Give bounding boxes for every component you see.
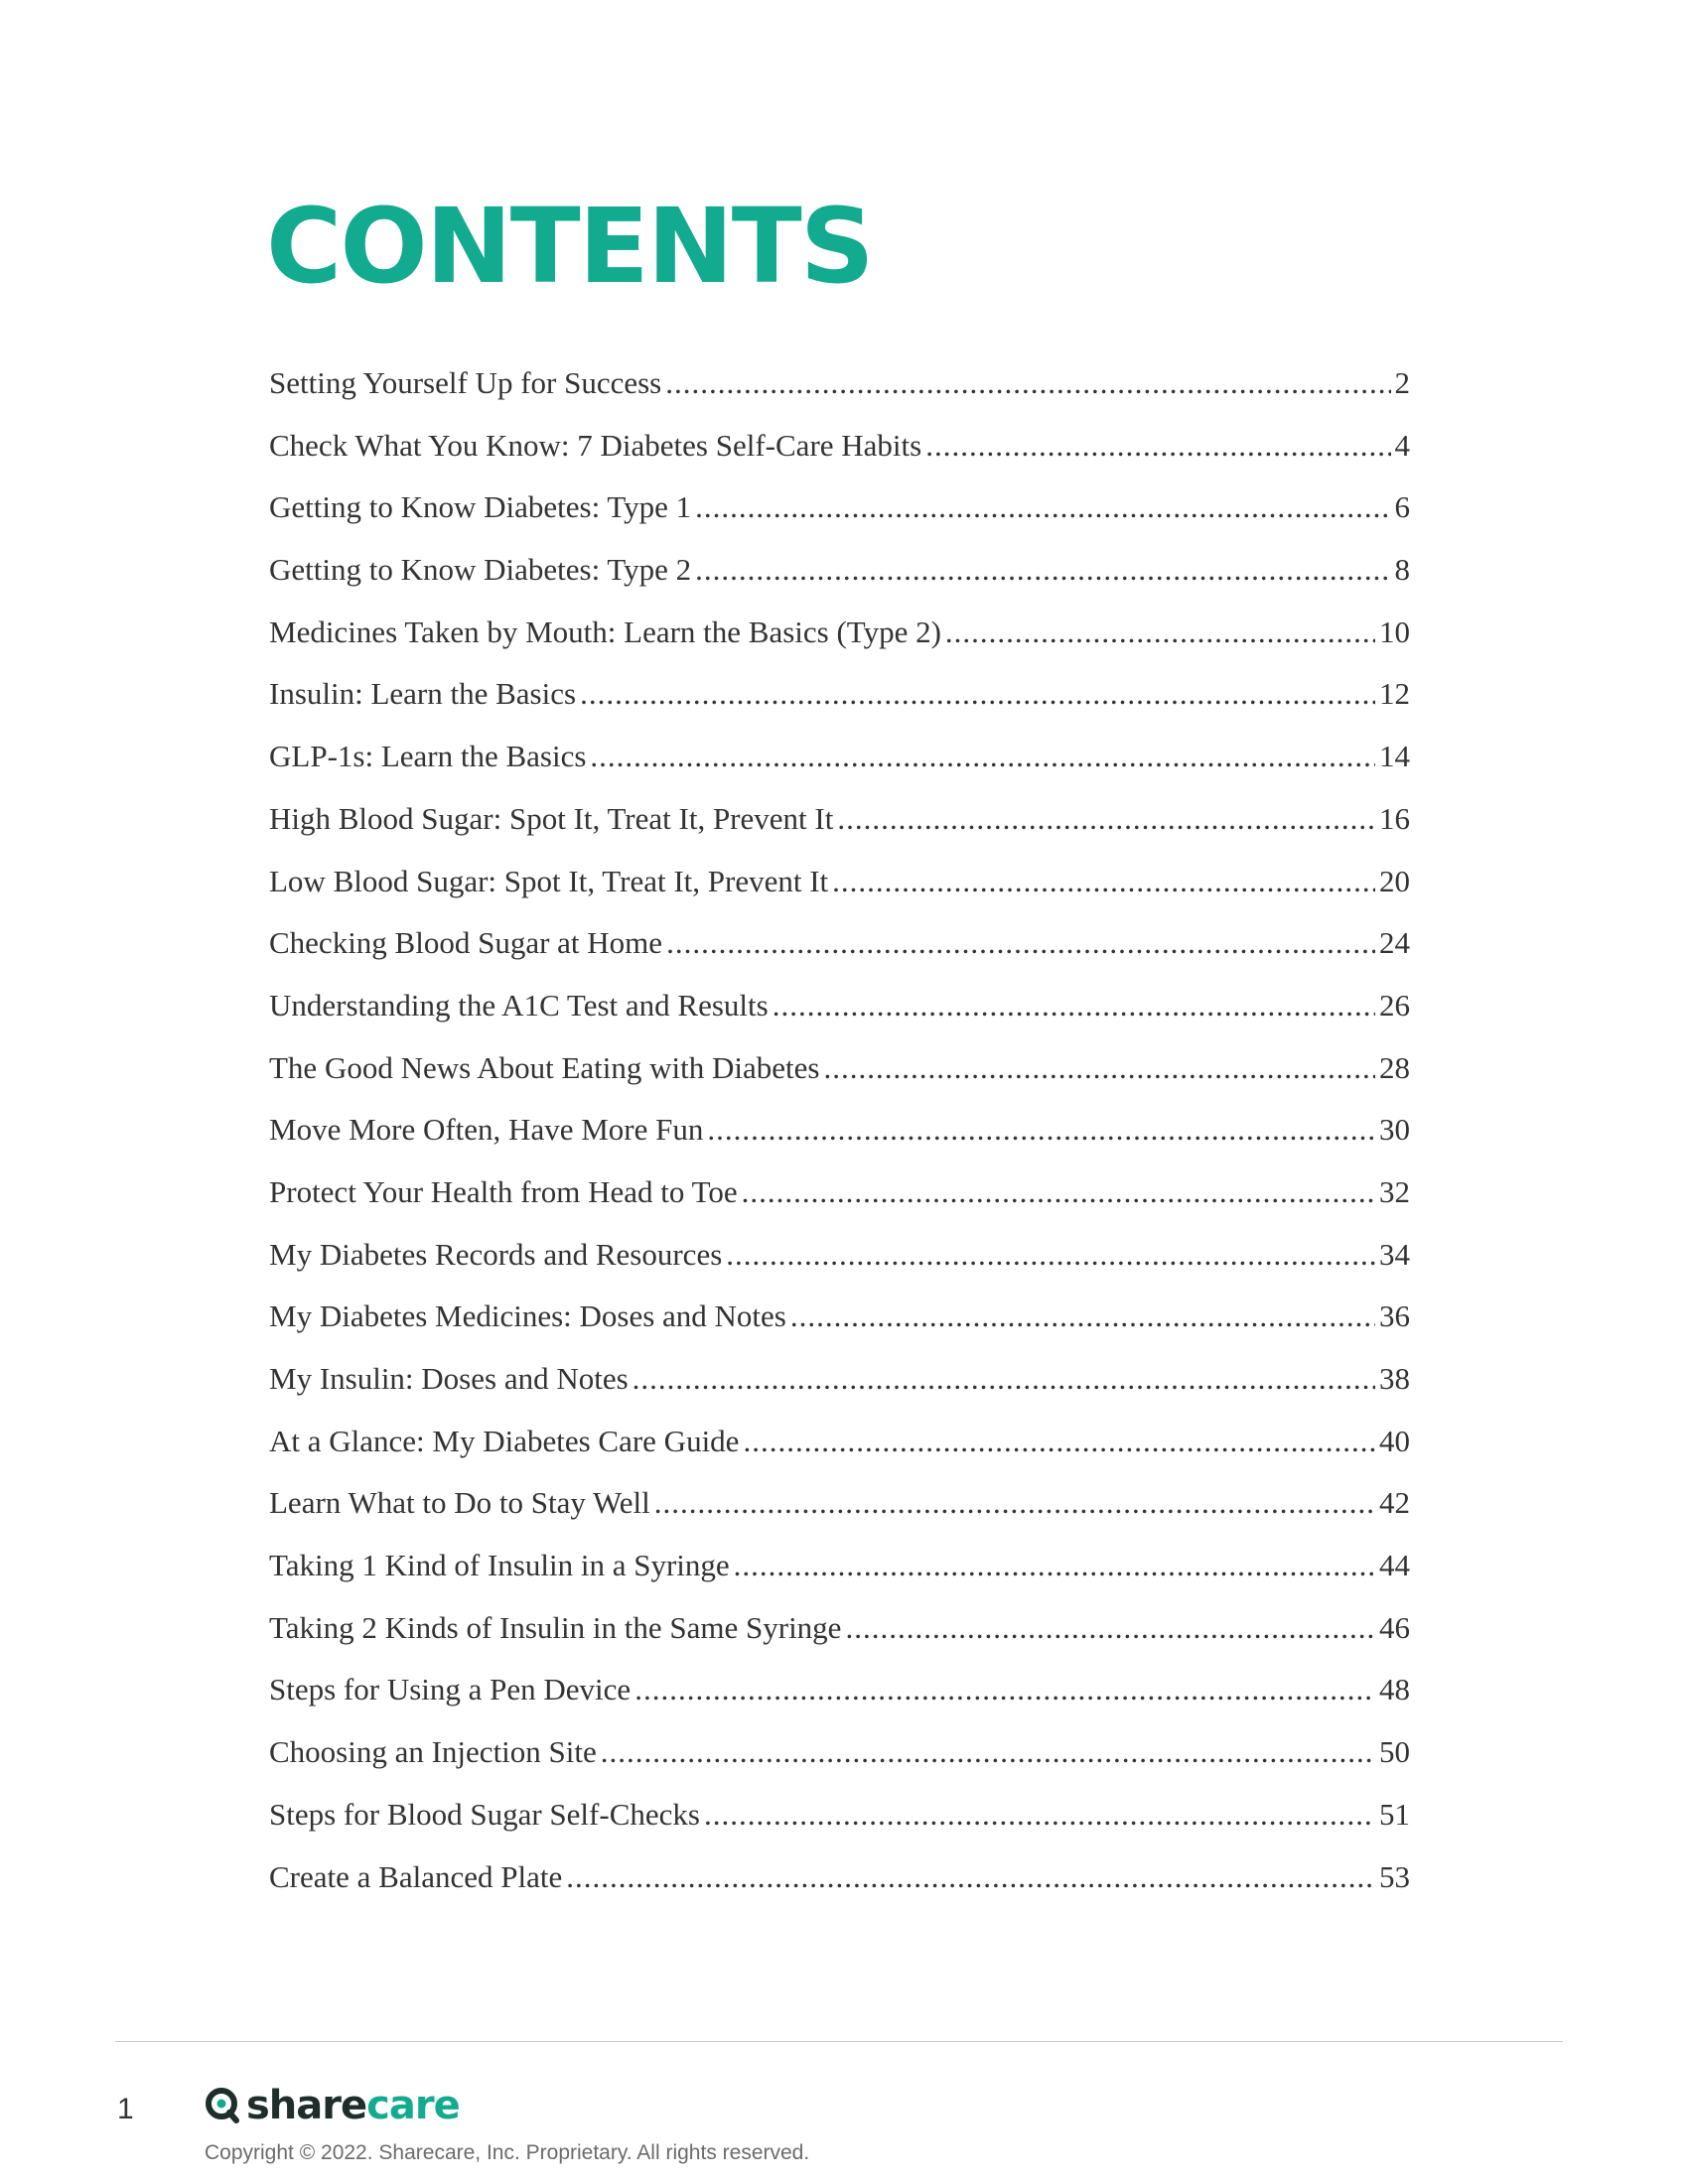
toc-page-number: 36: [1379, 1298, 1410, 1334]
toc-entry[interactable]: [269, 1112, 1410, 1174]
toc-entry[interactable]: [269, 1672, 1410, 1734]
toc-entry[interactable]: [269, 988, 1410, 1050]
page-number: 1: [117, 2093, 134, 2125]
toc-dot-leader: [837, 801, 1375, 837]
toc-page-number: 44: [1379, 1548, 1410, 1583]
toc-entry[interactable]: [269, 925, 1410, 988]
toc-dot-leader: [633, 1361, 1375, 1397]
toc-dot-leader: [734, 1548, 1375, 1583]
toc-page-number: 32: [1379, 1173, 1410, 1209]
toc-entry-title: Medicines Taken by Mouth: Learn the Basics (Type 2): [269, 614, 941, 649]
toc-dot-leader: [823, 1050, 1375, 1086]
copyright-notice: Copyright © 2022. Sharecare, Inc. Proprietary. All rights reserved.: [205, 2141, 810, 2164]
toc-dot-leader: [945, 614, 1375, 650]
toc-page-number: 34: [1379, 1236, 1410, 1272]
toc-entry[interactable]: [269, 365, 1410, 428]
toc-entry-title: Steps for Using a Pen Device: [269, 1672, 632, 1707]
sharecare-wordmark: [246, 2083, 460, 2128]
toc-page-number: 51: [1379, 1796, 1410, 1832]
toc-entry-title: Getting to Know Diabetes: Type 1: [269, 489, 692, 525]
toc-dot-leader: [665, 365, 1390, 401]
toc-page-number: 12: [1379, 676, 1410, 712]
toc-page-number: 4: [1394, 427, 1410, 463]
toc-entry-title: Getting to Know Diabetes: Type 2: [269, 552, 692, 588]
toc-entry-title: Understanding the A1C Test and Results: [269, 987, 769, 1023]
toc-dot-leader: [742, 1174, 1375, 1210]
toc-entry-title: My Diabetes Medicines: Doses and Notes: [269, 1298, 786, 1334]
toc-page-number: 14: [1379, 739, 1410, 774]
toc-page-number: 6: [1394, 489, 1410, 525]
toc-page-number: 53: [1379, 1858, 1410, 1894]
toc-entry[interactable]: [269, 1610, 1410, 1673]
toc-page-number: 8: [1394, 552, 1410, 588]
toc-dot-leader: [790, 1298, 1375, 1334]
toc-entry-title: Protect Your Health from Head to Toe: [269, 1173, 738, 1209]
sharecare-logo: [203, 2083, 460, 2128]
brand-share-text: share: [246, 2083, 367, 2128]
toc-page-number: 48: [1379, 1672, 1410, 1707]
toc-page-number: 24: [1379, 925, 1410, 961]
brand-care-text: care: [366, 2083, 460, 2128]
toc-dot-leader: [695, 552, 1390, 588]
toc-entry[interactable]: [269, 1050, 1410, 1113]
toc-dot-leader: [566, 1859, 1375, 1895]
sharecare-q-icon: [203, 2086, 242, 2125]
toc-entry[interactable]: [269, 1734, 1410, 1797]
toc-entry-title: Taking 1 Kind of Insulin in a Syringe: [269, 1548, 730, 1583]
toc-entry-title: High Blood Sugar: Spot It, Treat It, Prevent It: [269, 800, 834, 836]
toc-entry-title: Taking 2 Kinds of Insulin in the Same Syringe: [269, 1609, 842, 1645]
toc-entry[interactable]: [269, 552, 1410, 614]
toc-dot-leader: [590, 739, 1375, 774]
toc-dot-leader: [726, 1237, 1375, 1273]
toc-entry[interactable]: [269, 739, 1410, 801]
toc-entry-title: At a Glance: My Diabetes Care Guide: [269, 1423, 740, 1458]
toc-entry-title: My Insulin: Doses and Notes: [269, 1361, 629, 1396]
toc-entry[interactable]: [269, 1361, 1410, 1424]
toc-entry-title: GLP-1s: Learn the Basics: [269, 739, 587, 774]
toc-entry-title: Checking Blood Sugar at Home: [269, 925, 663, 961]
toc-entry[interactable]: [269, 864, 1410, 926]
toc-dot-leader: [704, 1797, 1375, 1833]
toc-entry[interactable]: [269, 801, 1410, 864]
toc-page-number: 26: [1379, 987, 1410, 1023]
toc-entry-title: The Good News About Eating with Diabetes: [269, 1049, 820, 1085]
toc-page-number: 38: [1379, 1361, 1410, 1396]
toc-dot-leader: [832, 864, 1375, 899]
toc-entry[interactable]: [269, 428, 1410, 490]
toc-entry-title: Move More Often, Have More Fun: [269, 1112, 704, 1148]
toc-entry[interactable]: [269, 1424, 1410, 1486]
toc-dot-leader: [773, 988, 1375, 1024]
page-title: CONTENTS: [266, 186, 873, 307]
toc-page-number: 28: [1379, 1049, 1410, 1085]
toc-dot-leader: [654, 1485, 1375, 1521]
toc-entry[interactable]: [269, 1237, 1410, 1299]
toc-dot-leader: [580, 676, 1375, 712]
toc-page-number: 20: [1379, 863, 1410, 898]
toc-page-number: 46: [1379, 1609, 1410, 1645]
toc-entry[interactable]: [269, 1859, 1410, 1922]
toc-page-number: 30: [1379, 1112, 1410, 1148]
toc-dot-leader: [601, 1734, 1375, 1770]
toc-entry[interactable]: [269, 1797, 1410, 1859]
toc-entry-title: Steps for Blood Sugar Self-Checks: [269, 1796, 700, 1832]
toc-dot-leader: [666, 925, 1375, 961]
footer-divider: [115, 2041, 1563, 2042]
toc-entry[interactable]: [269, 1548, 1410, 1610]
toc-dot-leader: [925, 428, 1390, 464]
toc-page-number: 16: [1379, 800, 1410, 836]
toc-page-number: 40: [1379, 1423, 1410, 1458]
toc-entry-title: Learn What to Do to Stay Well: [269, 1485, 650, 1521]
toc-entry-title: Low Blood Sugar: Spot It, Treat It, Prevent It: [269, 863, 829, 898]
toc-entry[interactable]: [269, 1174, 1410, 1237]
toc-entry[interactable]: [269, 676, 1410, 739]
toc-page-number: 2: [1394, 365, 1410, 400]
toc-dot-leader: [845, 1610, 1375, 1646]
toc-page-number: 10: [1379, 614, 1410, 649]
toc-entry[interactable]: [269, 489, 1410, 552]
toc-entry[interactable]: [269, 1298, 1410, 1361]
toc-entry[interactable]: [269, 1485, 1410, 1548]
toc-entry-title: Setting Yourself Up for Success: [269, 365, 662, 400]
toc-dot-leader: [634, 1672, 1375, 1707]
toc-entry-title: Insulin: Learn the Basics: [269, 676, 577, 712]
toc-dot-leader: [743, 1424, 1375, 1459]
table-of-contents: [269, 365, 1410, 1921]
toc-page-number: 42: [1379, 1485, 1410, 1521]
toc-page-number: 50: [1379, 1734, 1410, 1770]
toc-dot-leader: [707, 1112, 1375, 1148]
toc-entry-title: My Diabetes Records and Resources: [269, 1236, 723, 1272]
toc-entry-title: Choosing an Injection Site: [269, 1734, 597, 1770]
toc-dot-leader: [695, 489, 1390, 525]
toc-entry[interactable]: [269, 614, 1410, 677]
toc-entry-title: Check What You Know: 7 Diabetes Self-Care Habits: [269, 427, 922, 463]
toc-entry-title: Create a Balanced Plate: [269, 1858, 563, 1894]
